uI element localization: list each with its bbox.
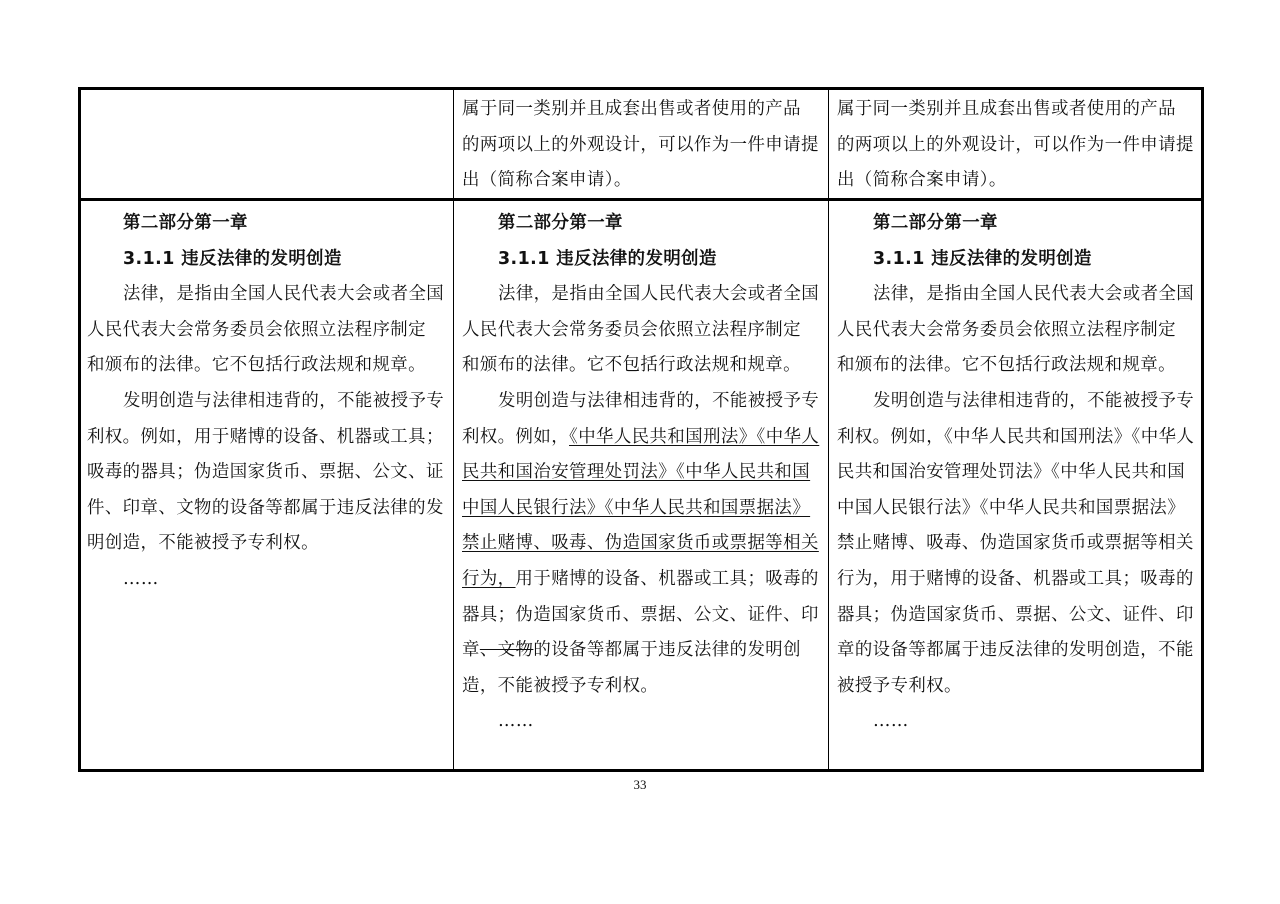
section-heading: 3.1.1 违反法律的发明创造 <box>498 248 717 269</box>
column-divider <box>828 90 829 769</box>
text-line: 民共和国治安管理处罚法》《中华人民共和国 <box>837 462 1186 483</box>
text-line: 明创造，不能被授予专利权。 <box>87 533 319 554</box>
text-line: 行为，用于赌博的设备、机器或工具；吸毒的 <box>837 568 1194 589</box>
top-cell-original <box>87 92 449 196</box>
text-line: 属于同一类别并且成套出售或者使用的产品 <box>462 99 801 119</box>
text-line: 法律，是指由全国人民代表大会或者全国 <box>498 284 820 305</box>
text-line: 造，不能被授予专利权。 <box>462 675 659 696</box>
section-heading: 3.1.1 违反法律的发明创造 <box>123 248 342 269</box>
page-number: 33 <box>633 777 647 792</box>
text-line: 章的设备等都属于违反法律的发明创造，不能 <box>837 640 1194 661</box>
text-line: 和颁布的法律。它不包括行政法规和规章。 <box>837 355 1176 376</box>
inserted-text: 行为， <box>462 568 516 589</box>
main-cell-revised-marked <box>462 206 826 772</box>
section-heading: 3.1.1 违反法律的发明创造 <box>873 248 1092 269</box>
text-run: 章 <box>462 640 480 661</box>
text-line: 人民代表大会常务委员会依照立法程序制定 <box>87 319 426 340</box>
text-line <box>462 562 826 598</box>
text-run: 的设备等都属于违反法律的发明创 <box>533 640 801 661</box>
text-line <box>462 633 826 669</box>
row-divider <box>81 198 1201 201</box>
text-line: 器具；伪造国家货币、票据、公文、证件、印 <box>462 604 819 625</box>
main-cell-original <box>87 206 449 772</box>
text-line: 禁止赌博、吸毒、伪造国家货币或票据等相关 <box>837 533 1194 554</box>
inserted-text: 禁止赌博、吸毒、伪造国家货币或票据等相关 <box>462 533 819 554</box>
text-line: 利权。例如，用于赌博的设备、机器或工具； <box>87 426 444 447</box>
inserted-text: 中国人民银行法》《中华人民共和国票据法》 <box>462 497 811 518</box>
text-line: 出（简称合案申请）。 <box>837 170 1007 191</box>
text-line: 法律，是指由全国人民代表大会或者全国 <box>123 284 445 305</box>
chapter-heading: 第二部分第一章 <box>873 213 998 233</box>
text-line: 法律，是指由全国人民代表大会或者全国 <box>873 284 1195 305</box>
text-line: 中国人民银行法》《中华人民共和国票据法》 <box>837 497 1186 518</box>
inserted-text: 《中华人民共和国刑法》《中华人 <box>569 426 820 447</box>
text-run: 利权。例如， <box>462 426 570 447</box>
text-line: 件、印章、文物的设备等都属于违反法律的发 <box>87 497 444 518</box>
top-cell-revised-marked <box>462 92 826 196</box>
text-line: 属于同一类别并且成套出售或者使用的产品 <box>837 99 1176 119</box>
text-line: 利权。例如，《中华人民共和国刑法》《中华人 <box>837 426 1195 447</box>
ellipsis: …… <box>873 711 909 732</box>
text-line: 器具；伪造国家货币、票据、公文、证件、印 <box>837 604 1194 625</box>
text-line: 被授予专利权。 <box>837 675 962 696</box>
text-line <box>462 420 826 456</box>
text-line: 的两项以上的外观设计，可以作为一件申请提 <box>462 134 819 155</box>
main-cell-revised-clean <box>837 206 1199 772</box>
deleted-text: 、文物 <box>479 640 534 661</box>
text-line: 人民代表大会常务委员会依照立法程序制定 <box>462 319 801 340</box>
text-line: 和颁布的法律。它不包括行政法规和规章。 <box>87 355 426 376</box>
text-line: 发明创造与法律相违背的，不能被授予专 <box>498 390 820 411</box>
top-cell-revised-clean <box>837 92 1199 196</box>
ellipsis: …… <box>498 711 534 732</box>
chapter-heading: 第二部分第一章 <box>123 213 248 233</box>
chapter-heading: 第二部分第一章 <box>498 213 623 233</box>
text-line: 的两项以上的外观设计，可以作为一件申请提 <box>837 134 1194 155</box>
text-line: 出（简称合案申请）。 <box>462 170 632 191</box>
inserted-text: 民共和国治安管理处罚法》《中华人民共和国 <box>462 462 811 483</box>
text-line: 人民代表大会常务委员会依照立法程序制定 <box>837 319 1176 340</box>
column-divider <box>453 90 454 769</box>
text-line: 和颁布的法律。它不包括行政法规和规章。 <box>462 355 801 376</box>
comparison-table <box>78 87 1204 772</box>
text-line: 发明创造与法律相违背的，不能被授予专 <box>873 390 1195 411</box>
ellipsis: …… <box>123 568 159 589</box>
text-line: 吸毒的器具；伪造国家货币、票据、公文、证 <box>87 462 444 483</box>
text-run: 用于赌博的设备、机器或工具；吸毒的 <box>515 568 819 589</box>
text-line: 发明创造与法律相违背的，不能被授予专 <box>123 390 445 411</box>
